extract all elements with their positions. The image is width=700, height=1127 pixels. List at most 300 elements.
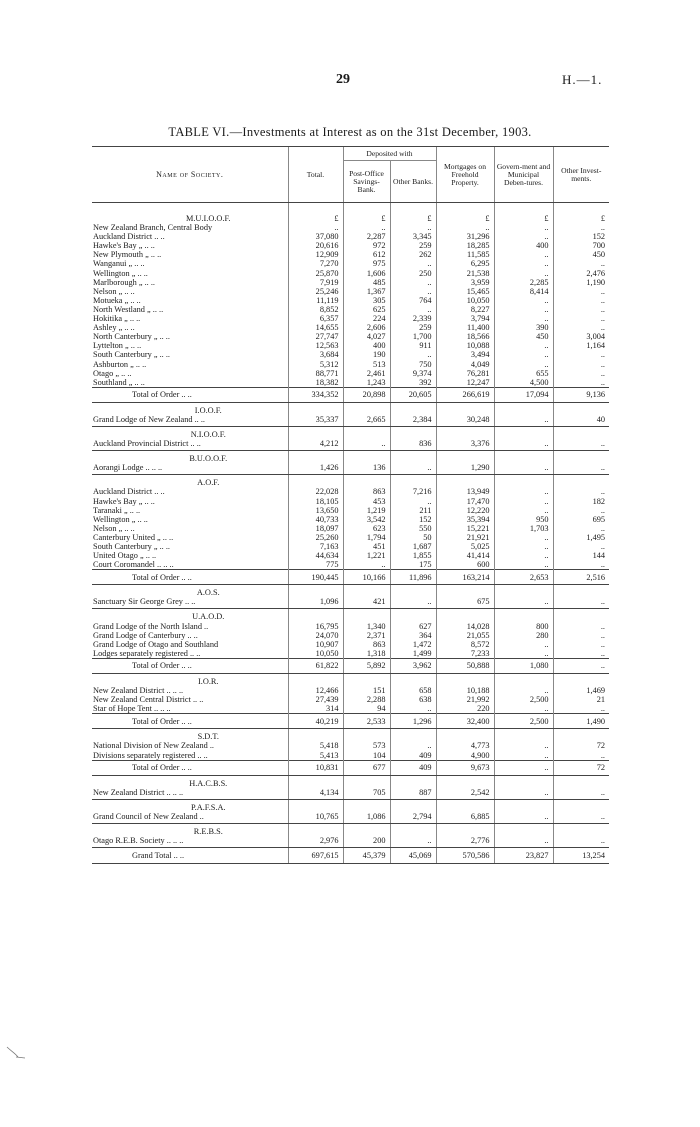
other-banks-cell (390, 585, 436, 598)
other-banks-cell: 638 (390, 695, 436, 704)
post-office-cell: 485 (343, 278, 390, 287)
post-office-cell: 863 (343, 487, 390, 496)
total-cell: 334,352 (288, 387, 343, 402)
government-cell: 8,414 (494, 287, 553, 296)
table-row (92, 812, 609, 824)
unit-symbol: £ (436, 211, 494, 223)
society-name: Nelson „ .. .. (93, 286, 135, 296)
mortgages-cell: 4,900 (436, 751, 494, 761)
government-cell: 280 (494, 631, 553, 640)
total-cell: 40,733 (288, 515, 343, 524)
total-cell: 775 (288, 560, 343, 570)
mortgages-cell: 10,050 (436, 296, 494, 305)
mortgages-cell: 18,285 (436, 241, 494, 250)
total-cell: 22,028 (288, 487, 343, 496)
total-cell: 18,382 (288, 378, 343, 388)
government-cell: .. (494, 487, 553, 496)
other-investments-cell: 450 (553, 250, 609, 259)
post-office-cell: 10,166 (343, 570, 390, 585)
page-number: 29 (336, 72, 350, 87)
other-investments-cell: .. (553, 597, 609, 609)
total-of-order-row (92, 570, 609, 585)
other-investments-cell (553, 729, 609, 742)
government-cell: .. (494, 259, 553, 268)
other-banks-cell: 409 (390, 760, 436, 775)
other-investments-cell: .. (553, 439, 609, 451)
government-cell: .. (494, 560, 553, 570)
mortgages-cell: 7,233 (436, 649, 494, 659)
post-office-cell: 1,367 (343, 287, 390, 296)
other-banks-cell (390, 609, 436, 622)
post-office-cell: 421 (343, 597, 390, 609)
total-cell: 25,246 (288, 287, 343, 296)
government-cell: 800 (494, 622, 553, 631)
total-of-order-row (92, 760, 609, 775)
other-investments-cell: 700 (553, 241, 609, 250)
other-banks-cell: 262 (390, 250, 436, 259)
government-cell: .. (494, 314, 553, 323)
society-name: Total of Order .. .. (92, 387, 288, 402)
other-investments-cell: .. (553, 369, 609, 378)
other-investments-cell (553, 823, 609, 836)
post-office-cell: 3,542 (343, 515, 390, 524)
post-office-cell (343, 451, 390, 464)
government-cell: 2,500 (494, 714, 553, 729)
post-office-cell: 2,533 (343, 714, 390, 729)
total-cell: 14,655 (288, 323, 343, 332)
other-investments-cell: 72 (553, 760, 609, 775)
other-banks-cell (390, 799, 436, 812)
society-name: Total of Order .. .. (92, 714, 288, 729)
table-row (92, 695, 609, 704)
government-cell: .. (494, 640, 553, 649)
section-heading (92, 673, 609, 686)
table-row (92, 360, 609, 369)
government-cell: .. (494, 497, 553, 506)
mortgages-cell: 3,376 (436, 439, 494, 451)
other-banks-cell (390, 402, 436, 415)
other-investments-cell: 72 (553, 741, 609, 750)
total-cell (288, 475, 343, 488)
mortgages-cell: 2,542 (436, 788, 494, 800)
government-cell: .. (494, 305, 553, 314)
mortgages-cell: 570,586 (436, 848, 494, 864)
government-cell: 1,080 (494, 658, 553, 673)
other-investments-cell: 1,164 (553, 341, 609, 350)
post-office-cell: 224 (343, 314, 390, 323)
society-name: Otago R.E.B. Society .. .. .. (92, 836, 288, 848)
other-banks-cell: 20,605 (390, 387, 436, 402)
post-office-cell (343, 402, 390, 415)
table-title: TABLE VI.—Investments at Interest as on the 31st December, 1903. (168, 125, 532, 139)
total-cell: 11,119 (288, 296, 343, 305)
other-investments-cell: 1,495 (553, 533, 609, 542)
total-of-order-row (92, 714, 609, 729)
society-name: A.O.S. (196, 588, 220, 598)
mortgages-cell: 13,949 (436, 487, 494, 496)
total-cell: 12,563 (288, 341, 343, 350)
mortgages-cell (436, 673, 494, 686)
table-row (92, 487, 609, 496)
post-office-cell: 104 (343, 751, 390, 761)
other-banks-cell: 11,896 (390, 570, 436, 585)
total-cell (288, 775, 343, 788)
other-investments-cell: .. (553, 751, 609, 761)
other-banks-cell (390, 426, 436, 439)
government-cell: 23,827 (494, 848, 553, 864)
other-banks-cell: 1,296 (390, 714, 436, 729)
society-name: I.O.O.F. (194, 405, 222, 415)
government-cell: 1,703 (494, 524, 553, 533)
unit-symbol: £ (343, 211, 390, 223)
post-office-cell: 200 (343, 836, 390, 848)
other-banks-cell: 1,499 (390, 649, 436, 659)
post-office-cell: 451 (343, 542, 390, 551)
total-cell: 40,219 (288, 714, 343, 729)
table-row (92, 332, 609, 341)
post-office-cell: 20,898 (343, 387, 390, 402)
other-investments-cell: 40 (553, 415, 609, 427)
society-name: Grand Lodge of New Zealand .. .. (92, 415, 288, 427)
mortgages-cell: 10,188 (436, 686, 494, 695)
mortgages-cell: 21,538 (436, 269, 494, 278)
mortgages-cell: 35,394 (436, 515, 494, 524)
other-banks-cell: 211 (390, 506, 436, 515)
mortgages-cell: 15,221 (436, 524, 494, 533)
society-name: Wellington „ .. .. (93, 268, 148, 278)
total-cell: 10,765 (288, 812, 343, 824)
mortgages-cell: 6,295 (436, 259, 494, 268)
other-investments-cell: .. (553, 314, 609, 323)
mortgages-cell: 8,227 (436, 305, 494, 314)
post-office-cell: 513 (343, 360, 390, 369)
mortgages-cell: 600 (436, 560, 494, 570)
post-office-cell: 705 (343, 788, 390, 800)
government-cell: .. (494, 704, 553, 714)
margin-pencil-mark (6, 1045, 26, 1059)
investments-table-container (92, 146, 609, 864)
total-cell (288, 426, 343, 439)
government-cell: .. (494, 360, 553, 369)
government-cell: .. (494, 542, 553, 551)
mortgages-cell: 2,776 (436, 836, 494, 848)
post-office-cell: 972 (343, 241, 390, 250)
other-banks-cell: 364 (390, 631, 436, 640)
other-investments-cell (553, 609, 609, 622)
other-investments-cell (553, 673, 609, 686)
table-row (92, 597, 609, 609)
post-office-cell: 2,606 (343, 323, 390, 332)
total-cell: 18,105 (288, 497, 343, 506)
society-name: H.A.C.B.S. (189, 778, 228, 788)
mortgages-cell: 11,585 (436, 250, 494, 259)
section-heading (92, 426, 609, 439)
table-row (92, 741, 609, 750)
other-banks-cell: 175 (390, 560, 436, 570)
society-name: North Canterbury „ .. .. (93, 332, 170, 342)
post-office-cell: .. (343, 439, 390, 451)
government-cell: 4,500 (494, 378, 553, 388)
other-investments-cell: 21 (553, 695, 609, 704)
post-office-cell: 45,379 (343, 848, 390, 864)
table-row (92, 250, 609, 259)
mortgages-cell: 31,296 (436, 232, 494, 241)
other-banks-cell: .. (390, 463, 436, 475)
other-investments-cell: .. (553, 323, 609, 332)
other-banks-cell: .. (390, 259, 436, 268)
table-row (92, 506, 609, 515)
total-cell: 13,650 (288, 506, 343, 515)
other-banks-cell: .. (390, 741, 436, 750)
other-investments-cell: .. (553, 640, 609, 649)
government-cell (494, 775, 553, 788)
table-row (92, 640, 609, 649)
society-name: New Zealand Branch, Central Body (93, 223, 213, 233)
society-name: Court Coromandel .. .. .. (93, 560, 174, 570)
post-office-cell (343, 673, 390, 686)
mortgages-cell: 21,055 (436, 631, 494, 640)
table-row (92, 378, 609, 388)
column-header-total: Total. (288, 147, 343, 203)
government-cell: .. (494, 751, 553, 761)
society-name: Southland „ .. .. (93, 377, 145, 387)
government-cell: .. (494, 551, 553, 560)
post-office-cell: 573 (343, 741, 390, 750)
government-cell: 450 (494, 332, 553, 341)
post-office-cell: 151 (343, 686, 390, 695)
total-cell: 12,909 (288, 250, 343, 259)
other-investments-cell: .. (553, 360, 609, 369)
mortgages-cell: .. (436, 223, 494, 232)
document-reference: H.—1. (562, 72, 603, 87)
unit-symbol: £ (494, 211, 553, 223)
table-row (92, 259, 609, 268)
mortgages-cell (436, 799, 494, 812)
total-cell (288, 585, 343, 598)
government-cell: .. (494, 597, 553, 609)
other-investments-cell: .. (553, 658, 609, 673)
total-cell: 16,795 (288, 622, 343, 631)
society-name: Auckland District .. .. (93, 487, 165, 497)
other-banks-cell: 911 (390, 341, 436, 350)
section-heading (92, 402, 609, 415)
table-body (92, 203, 609, 864)
other-investments-cell: .. (553, 560, 609, 570)
other-banks-cell: 1,855 (390, 551, 436, 560)
table-row (92, 314, 609, 323)
government-cell (494, 673, 553, 686)
society-name: New Zealand District .. .. .. (92, 788, 288, 800)
post-office-cell: 1,221 (343, 551, 390, 560)
other-investments-cell: 2,516 (553, 570, 609, 585)
table-row (92, 305, 609, 314)
other-banks-cell: .. (390, 597, 436, 609)
total-cell (288, 729, 343, 742)
government-cell (494, 426, 553, 439)
other-investments-cell (553, 799, 609, 812)
column-header-other-banks: Other Banks. (390, 161, 436, 203)
total-cell: 190,445 (288, 570, 343, 585)
mortgages-cell: 220 (436, 704, 494, 714)
total-cell: 8,852 (288, 305, 343, 314)
mortgages-cell: 15,465 (436, 287, 494, 296)
other-investments-cell: .. (553, 463, 609, 475)
society-name: Star of Hope Tent .. .. .. (93, 704, 171, 714)
table-row (92, 704, 609, 714)
society-name: P.A.F.S.A. (190, 802, 226, 812)
mortgages-cell (436, 775, 494, 788)
mortgages-cell: 3,494 (436, 350, 494, 359)
section-heading (92, 609, 609, 622)
table-row (92, 296, 609, 305)
total-of-order-row (92, 658, 609, 673)
society-name: Lodges separately registered .. .. (93, 648, 201, 658)
society-name: S.D.T. (197, 732, 219, 742)
government-cell: 17,094 (494, 387, 553, 402)
mortgages-cell: 12,220 (436, 506, 494, 515)
other-banks-cell: 2,384 (390, 415, 436, 427)
mortgages-cell (436, 451, 494, 464)
table-row (92, 278, 609, 287)
society-name: Taranaki „ .. .. (93, 505, 141, 515)
government-cell: .. (494, 760, 553, 775)
table-row (92, 241, 609, 250)
other-banks-cell: 627 (390, 622, 436, 631)
table-row (92, 369, 609, 378)
table-row (92, 631, 609, 640)
society-name: National Division of New Zealand .. (93, 741, 214, 751)
other-investments-cell: .. (553, 296, 609, 305)
investments-table (92, 146, 609, 864)
society-name: North Westland „ .. .. (93, 304, 164, 314)
government-cell: .. (494, 415, 553, 427)
other-banks-cell: .. (390, 497, 436, 506)
total-cell: 61,822 (288, 658, 343, 673)
other-investments-cell: .. (553, 487, 609, 496)
mortgages-cell: 76,281 (436, 369, 494, 378)
mortgages-cell: 11,400 (436, 323, 494, 332)
other-banks-cell (390, 729, 436, 742)
post-office-cell: 4,027 (343, 332, 390, 341)
society-name: New Plymouth „ .. .. (93, 250, 162, 260)
table-row (92, 622, 609, 631)
total-cell: 27,439 (288, 695, 343, 704)
post-office-cell: 5,892 (343, 658, 390, 673)
mortgages-cell: 6,885 (436, 812, 494, 824)
government-cell (494, 402, 553, 415)
other-investments-cell: .. (553, 259, 609, 268)
section-heading (92, 451, 609, 464)
mortgages-cell: 1,290 (436, 463, 494, 475)
post-office-cell (343, 823, 390, 836)
other-banks-cell: 250 (390, 269, 436, 278)
table-row (92, 551, 609, 560)
other-investments-cell (553, 775, 609, 788)
total-cell: 5,312 (288, 360, 343, 369)
other-banks-cell: .. (390, 305, 436, 314)
other-investments-cell: 13,254 (553, 848, 609, 864)
total-cell: 44,634 (288, 551, 343, 560)
table-row (92, 542, 609, 551)
spacer-row (92, 203, 609, 212)
mortgages-cell: 21,921 (436, 533, 494, 542)
other-banks-cell: 152 (390, 515, 436, 524)
column-header-other-investments: Other Invest-ments. (553, 147, 609, 203)
government-cell: .. (494, 250, 553, 259)
government-cell: .. (494, 341, 553, 350)
society-name: A.O.F. (197, 478, 220, 488)
other-banks-cell: 2,339 (390, 314, 436, 323)
government-cell: .. (494, 296, 553, 305)
post-office-cell: 1,318 (343, 649, 390, 659)
society-name: Nelson „ .. .. (93, 523, 135, 533)
total-cell: 25,870 (288, 269, 343, 278)
government-cell: .. (494, 649, 553, 659)
section-heading (92, 211, 609, 223)
table-row (92, 463, 609, 475)
other-investments-cell: .. (553, 631, 609, 640)
mortgages-cell (436, 475, 494, 488)
mortgages-cell: 675 (436, 597, 494, 609)
other-banks-cell: .. (390, 836, 436, 848)
unit-symbol: £ (553, 211, 609, 223)
other-banks-cell: .. (390, 223, 436, 232)
other-banks-cell (390, 475, 436, 488)
section-heading (92, 775, 609, 788)
mortgages-cell: 8,572 (436, 640, 494, 649)
other-investments-cell: .. (553, 704, 609, 714)
mortgages-cell: 32,400 (436, 714, 494, 729)
mortgages-cell: 5,025 (436, 542, 494, 551)
other-investments-cell: 182 (553, 497, 609, 506)
other-banks-cell: 259 (390, 323, 436, 332)
other-banks-cell: 392 (390, 378, 436, 388)
society-name: Sanctuary Sir George Grey .. .. (92, 597, 288, 609)
post-office-cell: 2,287 (343, 232, 390, 241)
table-row (92, 686, 609, 695)
section-heading (92, 585, 609, 598)
mortgages-cell: 3,959 (436, 278, 494, 287)
society-name: New Zealand District .. .. .. (93, 686, 184, 696)
other-investments-cell: .. (553, 524, 609, 533)
other-banks-cell: .. (390, 350, 436, 359)
total-cell: 10,831 (288, 760, 343, 775)
other-banks-cell: 2,794 (390, 812, 436, 824)
government-cell (494, 729, 553, 742)
government-cell (494, 475, 553, 488)
post-office-cell (343, 475, 390, 488)
unit-symbol: £ (390, 211, 436, 223)
other-banks-cell (390, 823, 436, 836)
other-banks-cell: 1,472 (390, 640, 436, 649)
other-investments-cell: 1,190 (553, 278, 609, 287)
mortgages-cell: 3,794 (436, 314, 494, 323)
government-cell: .. (494, 836, 553, 848)
other-investments-cell: .. (553, 788, 609, 800)
mortgages-cell (436, 585, 494, 598)
post-office-cell: 2,288 (343, 695, 390, 704)
table-row (92, 533, 609, 542)
post-office-cell: 2,461 (343, 369, 390, 378)
government-cell: .. (494, 812, 553, 824)
government-cell: 2,500 (494, 695, 553, 704)
total-cell: 5,418 (288, 741, 343, 750)
total-cell: 697,615 (288, 848, 343, 864)
society-name: Hawke's Bay „ .. .. (93, 241, 155, 251)
post-office-cell: 1,086 (343, 812, 390, 824)
table-row (92, 269, 609, 278)
post-office-cell: 1,340 (343, 622, 390, 631)
